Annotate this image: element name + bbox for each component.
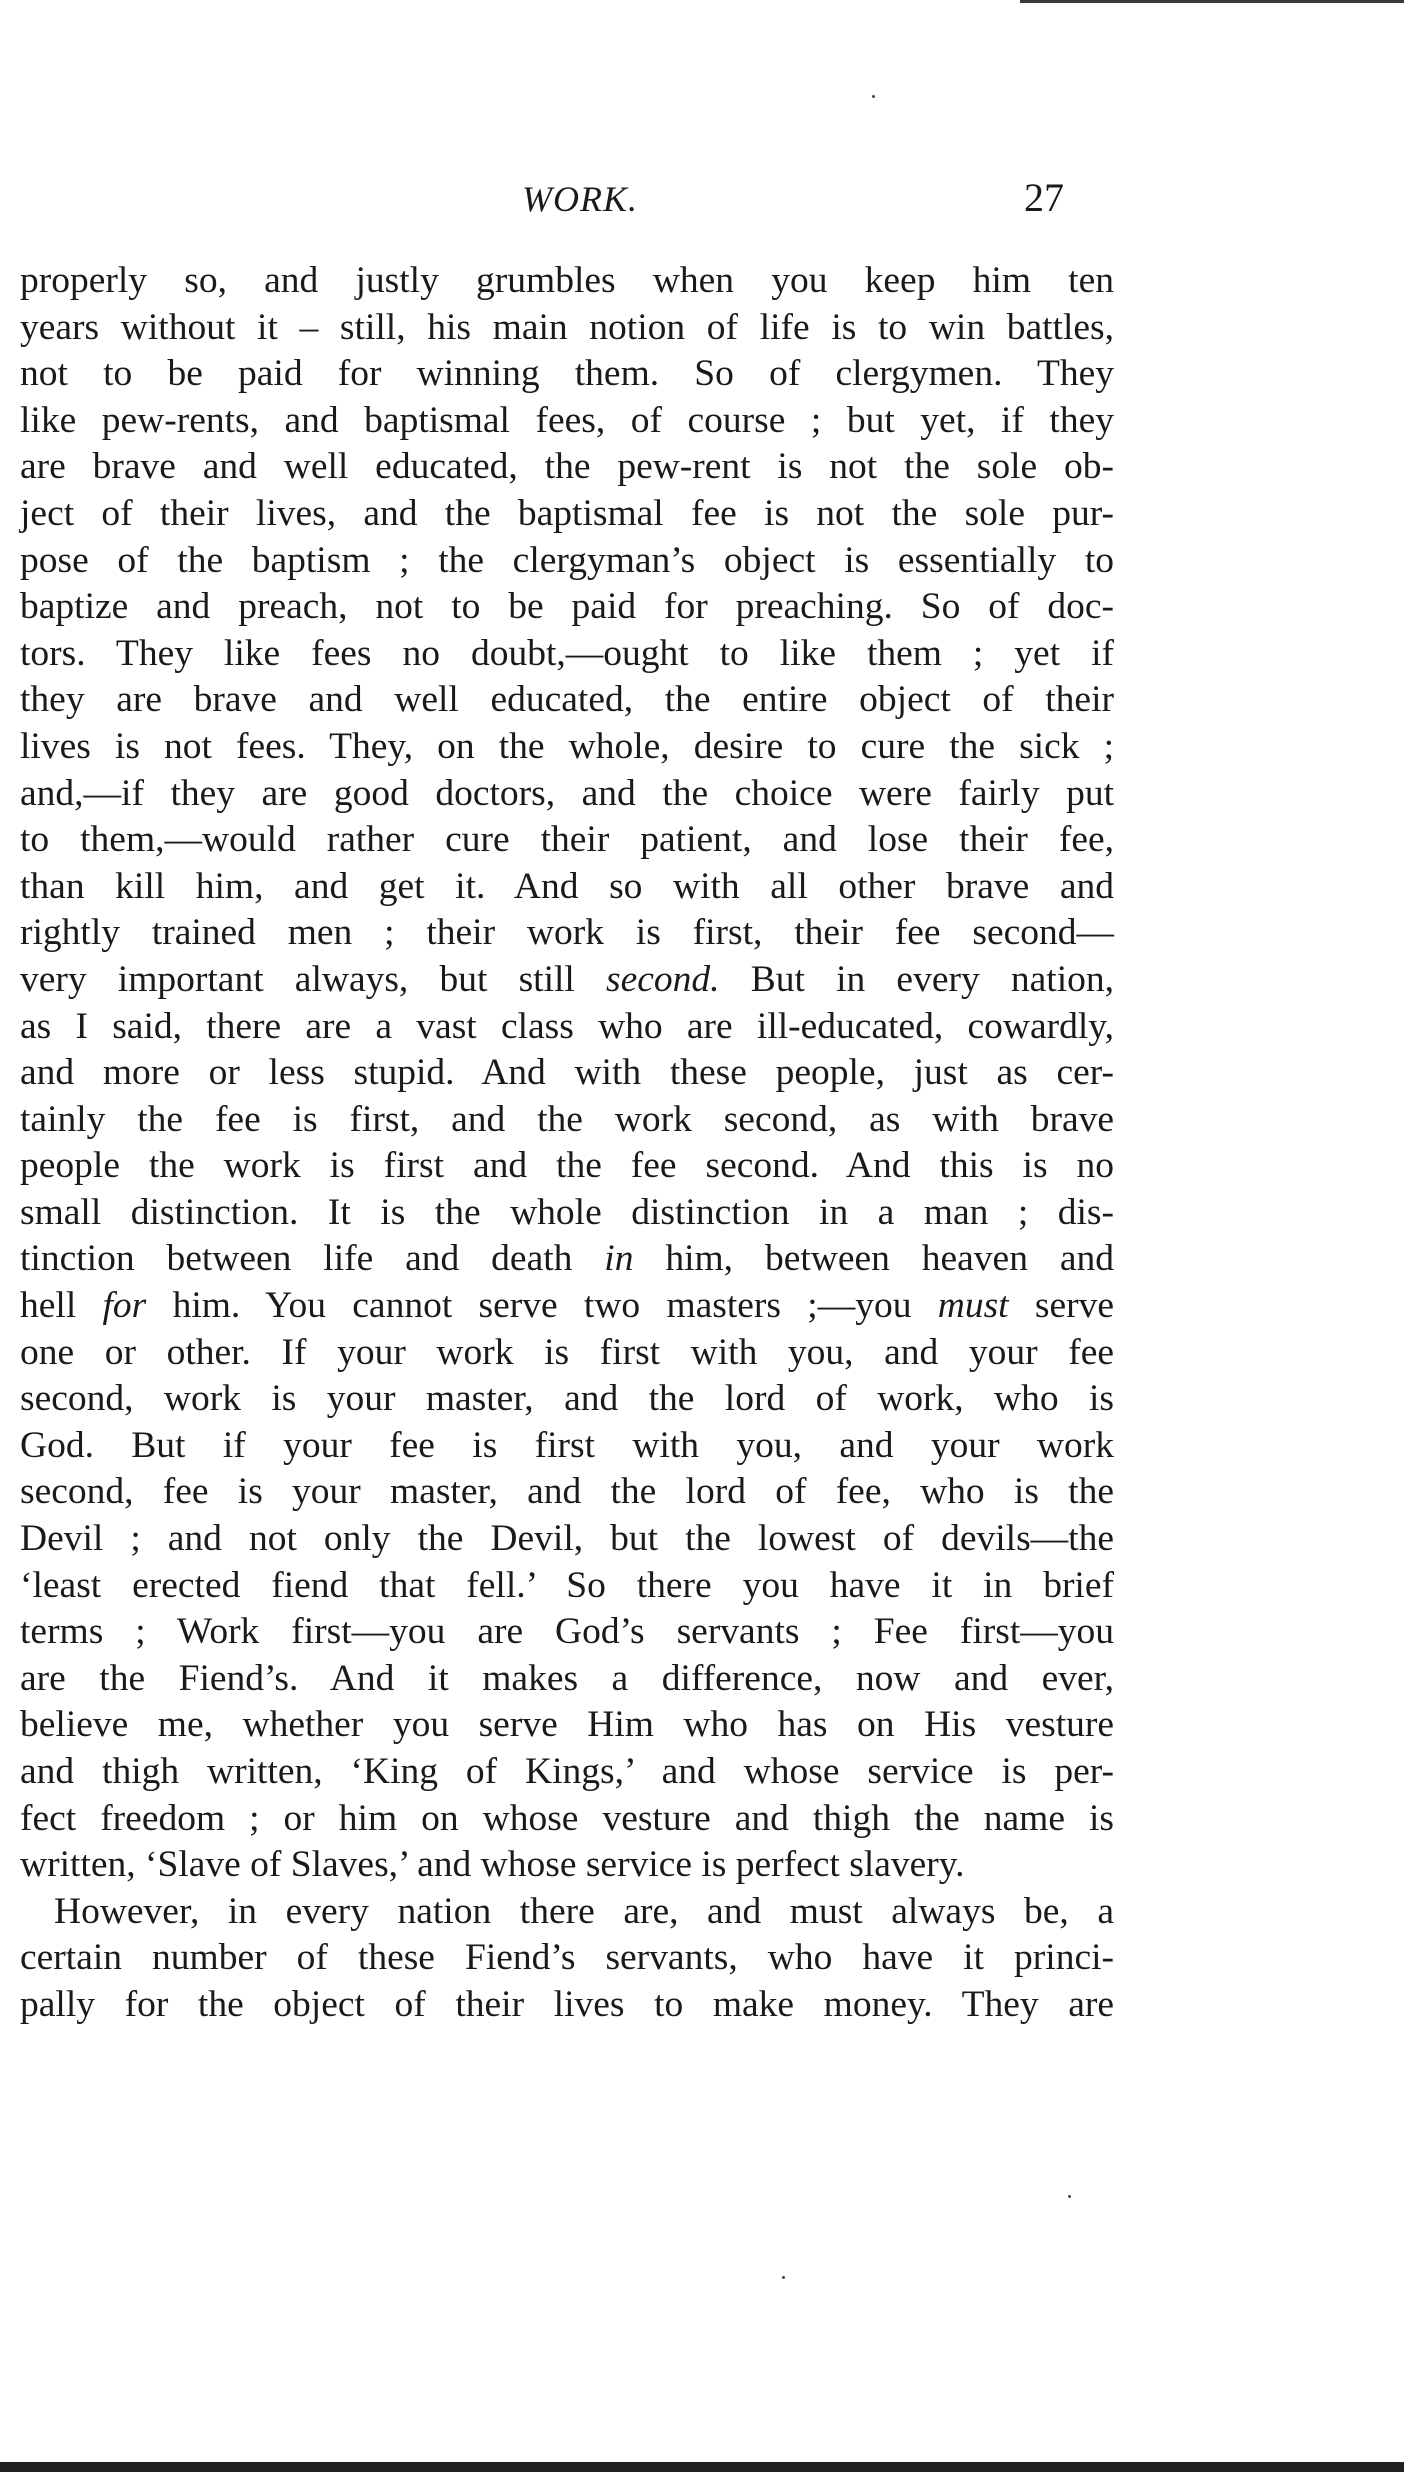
text-line [20, 1749, 1114, 1796]
running-head [0, 175, 1404, 228]
text-run: are brave and well educated, the pew-rent is not the sole ob- [20, 446, 1114, 488]
text-run: ject of their lives, and the baptismal fee is not the sole pur- [20, 492, 1114, 534]
text-line [20, 724, 1114, 771]
text-line [20, 398, 1114, 445]
paragraph-end-line [20, 1842, 1114, 1889]
text-run: rightly trained men ; their work is first, their fee second— [20, 912, 1114, 954]
paper-speck [1068, 2195, 1071, 2198]
text-run: second, work is your master, and the lord of work, who is [20, 1378, 1114, 1420]
italic-text-run: for [102, 1285, 147, 1327]
text-run: they are brave and well educated, the entire object of their [20, 679, 1114, 721]
text-line [20, 1702, 1114, 1749]
text-run: serve [1008, 1285, 1114, 1327]
text-line [20, 305, 1114, 352]
text-run: not to be paid for winning them. So of clergymen. They [20, 353, 1114, 395]
text-line [20, 864, 1114, 911]
paper-speck [782, 2276, 785, 2279]
text-run: as I said, there are a vast class who are ill-educated, cowardly, [20, 1005, 1114, 1047]
text-run: believe me, whether you serve Him who has on His vesture [20, 1704, 1114, 1746]
text-line [20, 1796, 1114, 1843]
text-line [20, 538, 1114, 585]
text-run: and thigh written, ‘King of Kings,’ and whose service is per- [20, 1751, 1114, 1792]
text-run: years without it – still, his main notion of life is to win battles, [20, 306, 1114, 348]
text-run: lives is not fees. They, on the whole, desire to cure the sick ; [20, 725, 1114, 767]
text-run: one or other. If your work is first with you, and your fee [20, 1331, 1114, 1373]
text-run: God. But if your fee is first with you, and your work [20, 1424, 1114, 1466]
text-line [20, 1050, 1114, 1097]
text-run: tinction between life and death [20, 1238, 605, 1280]
text-line [20, 1236, 1114, 1283]
top-edge-rule [1020, 0, 1404, 3]
text-line [20, 1097, 1114, 1144]
page-number: 27 [1024, 175, 1064, 220]
text-line [20, 771, 1114, 818]
text-run: than kill him, and get it. And so with all other brave and [20, 865, 1114, 907]
bottom-edge-rule [0, 2462, 1404, 2472]
text-line [20, 631, 1114, 678]
text-run: to them,—would rather cure their patient, and lose their fee, [20, 819, 1114, 861]
text-run: hell [20, 1285, 103, 1327]
text-line [20, 351, 1114, 398]
text-line [20, 584, 1114, 631]
text-run: are the Fiend’s. And it makes a difference, now and ever, [20, 1657, 1114, 1699]
text-line [20, 957, 1114, 1004]
text-line [20, 1609, 1114, 1656]
italic-text-run: second. [606, 958, 720, 1000]
text-run: small distinction. It is the whole distinction in a man ; dis- [20, 1191, 1114, 1233]
text-line [20, 1004, 1114, 1051]
text-line [20, 491, 1114, 538]
text-run: written, ‘Slave of Slaves,’ and whose service is perfect slavery. [20, 1844, 965, 1886]
text-line [20, 1563, 1114, 1610]
text-line [20, 677, 1114, 724]
text-line [20, 1283, 1114, 1330]
text-line [20, 1469, 1114, 1516]
text-run: him. You cannot serve two masters ;—you [146, 1285, 938, 1327]
text-run: like pew-rents, and baptismal fees, of course ; but yet, if they [20, 399, 1114, 441]
text-line [20, 817, 1114, 864]
text-run: and,—if they are good doctors, and the choice were fairly put [20, 772, 1114, 814]
text-line [20, 1516, 1114, 1563]
text-run: But in every nation, [719, 958, 1114, 1000]
running-title: WORK. [522, 179, 638, 219]
text-run: tainly the fee is first, and the work second, as with brave [20, 1098, 1114, 1140]
text-run: ‘least erected fiend that fell.’ So there you have it in brief [20, 1564, 1114, 1606]
text-run: However, in every nation there are, and must always be, a [54, 1890, 1114, 1932]
text-line [20, 1190, 1114, 1237]
text-run: terms ; Work first—you are God’s servants ; Fee first—you [20, 1611, 1114, 1653]
italic-text-run: in [604, 1238, 634, 1280]
text-run: baptize and preach, not to be paid for preaching. So of doc- [20, 586, 1114, 628]
text-line [20, 1982, 1114, 2029]
text-run: people the work is first and the fee second. And this is no [20, 1145, 1114, 1187]
text-line [20, 1330, 1114, 1377]
text-run: pally for the object of their lives to make money. They are [20, 1983, 1114, 2025]
text-run: Devil ; and not only the Devil, but the lowest of devils—the [20, 1518, 1114, 1560]
italic-text-run: must [937, 1285, 1009, 1327]
text-run: very important always, but still [20, 958, 607, 1000]
text-line [20, 1376, 1114, 1423]
text-run: properly so, and justly grumbles when you keep him ten [20, 260, 1114, 301]
text-run: pose of the baptism ; the clergyman’s object is essentially to [20, 539, 1114, 581]
text-run: certain number of these Fiend’s servants, who have it princi- [20, 1937, 1114, 1979]
text-line [20, 1423, 1114, 1470]
text-run: second, fee is your master, and the lord of fee, who is the [20, 1471, 1114, 1513]
paragraph-start-line [20, 1889, 1114, 1936]
text-run: fect freedom ; or him on whose vesture and thigh the name is [20, 1797, 1114, 1839]
text-run: tors. They like fees no doubt,—ought to like them ; yet if [20, 632, 1114, 674]
text-run: him, between heaven and [633, 1238, 1114, 1280]
text-line [20, 910, 1114, 957]
text-run: and more or less stupid. And with these people, just as cer- [20, 1052, 1114, 1094]
body-text [20, 258, 1114, 2029]
text-line [20, 258, 1114, 305]
text-line [20, 444, 1114, 491]
paper-speck [872, 95, 875, 98]
text-line [20, 1935, 1114, 1982]
text-line [20, 1143, 1114, 1190]
text-line [20, 1656, 1114, 1703]
